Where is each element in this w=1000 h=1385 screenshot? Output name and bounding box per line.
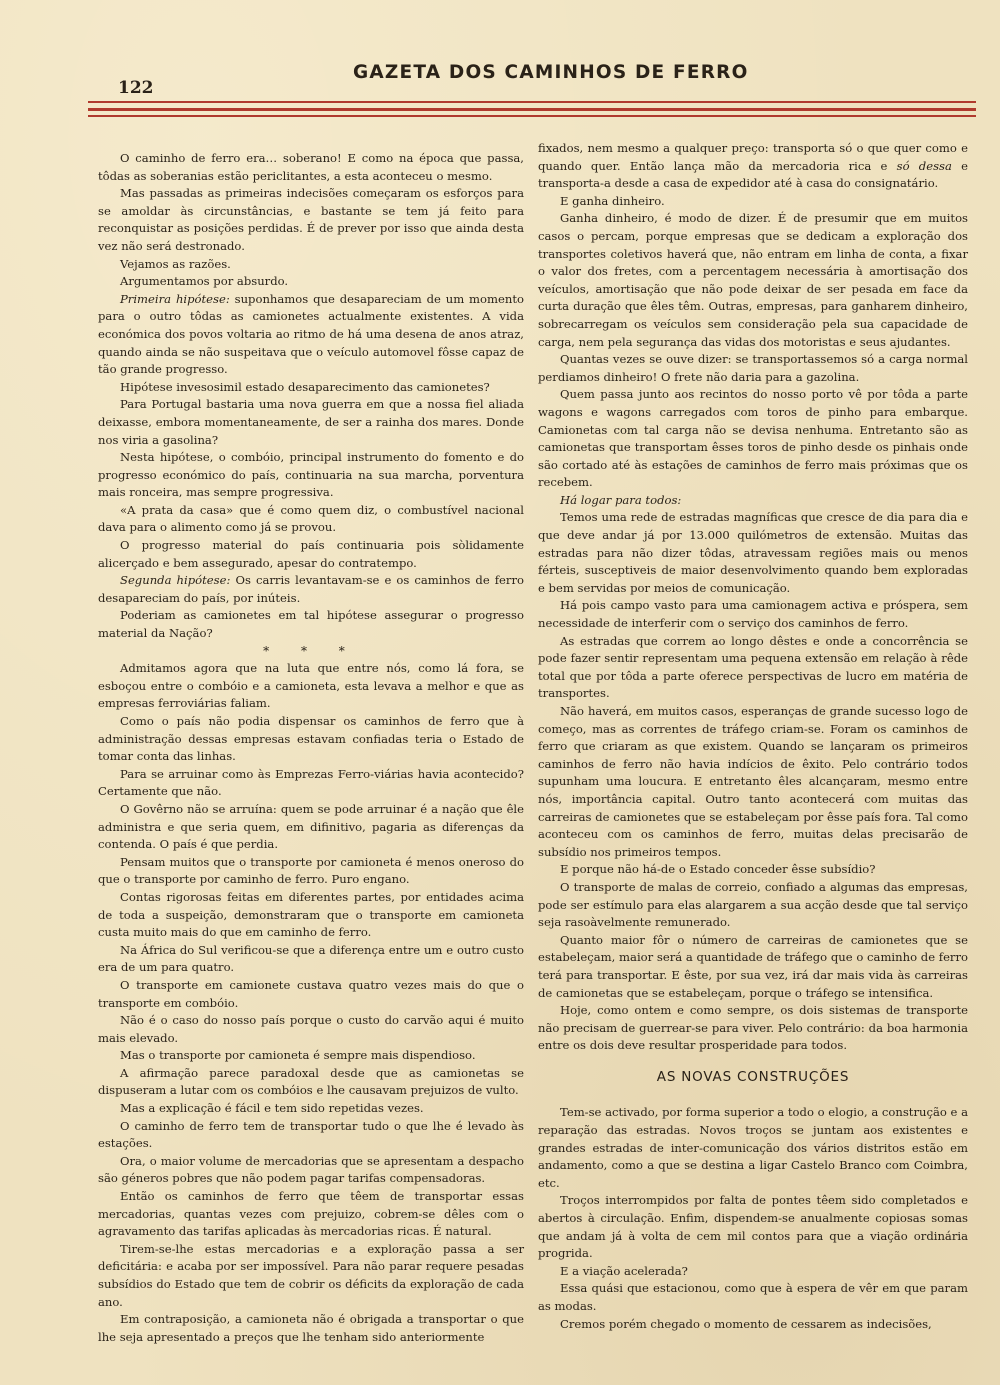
primeira-hipotese-label: Primeira hipótese: xyxy=(120,291,230,306)
paragraph: Tirem-se-lhe estas mercadorias e a exploração passa a ser deficitária: e acaba por ser impossível. Para não parar requere pesadas subsídios do Estado que tem de cobrir os déficits da exploração de cada ano. xyxy=(98,1241,524,1309)
paragraph: A afirmação parece paradoxal desde que as camionetas se dispuseram a lutar com os combóios e lhe causavam prejuizos de vulto. xyxy=(98,1065,524,1098)
page-header xyxy=(88,56,988,126)
paragraph: Hipótese invesosimil estado desaparecimento das camionetes? xyxy=(120,379,490,394)
emphasis-text: só dessa xyxy=(896,158,952,173)
paragraph: Troços interrompidos por falta de pontes têem sido completados e abertos à circulação. Enfim, dispendem-se anualmente copiosas somas que andam já à volta de cem mil contos para que a viação ordinária progrida. xyxy=(538,1193,968,1261)
paragraph: Admitamos agora que na luta que entre nós, como lá fora, se esboçou entre o combóio e a camioneta, esta levava a melhor e que as empresas ferroviárias faliam. xyxy=(98,661,524,711)
paragraph: O caminho de ferro era… soberano! E como na época que passa, tôdas as soberanias estão periclitantes, a esta aconteceu o mesmo. xyxy=(98,151,524,183)
paragraph: Mas passadas as primeiras indecisões começaram os esforços para se amoldar às circunstâncias, e bastante se tem já feito para reconquistar as posições perdidas. É de prever por isso que ainda desta vez não será destronado. xyxy=(98,186,524,253)
paragraph: Tem-se activado, por forma superior a todo o elogio, a construção e a reparação das estradas. Novos troços se juntam aos existentes e grandes estradas de inter-comunicação dos vários distritos estão em andamento, como a que se destina a ligar Castelo Branco com Coimbra, etc. xyxy=(538,1105,968,1190)
paragraph: Pensam muitos que o transporte por camioneta é menos oneroso do que o transporte por caminho de ferro. Puro engano. xyxy=(98,854,524,887)
header-rule-top xyxy=(88,101,976,103)
paragraph: Vejamos as razões. xyxy=(120,256,231,271)
left-column xyxy=(98,150,524,1346)
paragraph: Para se arruinar como às Emprezas Ferro-viárias havia acontecido? Certamente que não. xyxy=(98,766,524,799)
paragraph: Mas o transporte por camioneta é sempre mais dispendioso. xyxy=(120,1048,476,1063)
paragraph: Então os caminhos de ferro que têem de transportar essas mercadorias, quantas vezes com prejuizo, cobrem-se dêles com o agravamento das tarifas aplicadas às mercadorias ricas. É natural. xyxy=(98,1189,524,1239)
header-rule-bottom xyxy=(88,115,976,117)
paragraph-text: suponhamos que desapareciam de um momento para o outro tôdas as camionetes actualmente existentes. A vida económica dos povos voltaria ao ritmo de há uma desena de anos atraz, quando ainda se não suspeitava que o veículo automovel fôsse capaz de tão grande progresso. xyxy=(98,291,524,377)
segunda-hipotese-label: Segunda hipótese: xyxy=(120,573,231,588)
paragraph: As estradas que correm ao longo dêstes e onde a concorrência se pode fazer sentir representam uma pequena extensão em relação à rêde total que por tôda a parte oferece perspectivas de lucro em matéria de transportes. xyxy=(538,633,968,701)
paragraph: Essa quási que estacionou, como que à espera de vêr em que param as modas. xyxy=(538,1281,968,1313)
paragraph: E a viação acelerada? xyxy=(560,1263,688,1278)
paragraph-text: fixados, nem mesmo a qualquer preço: transporta só o que quer como e quando quer. Então lança mão da mercadoria rica e xyxy=(538,141,968,173)
journal-title: GAZETA DOS CAMINHOS DE FERRO xyxy=(353,62,749,83)
section-title: AS NOVAS CONSTRUÇÕES xyxy=(656,1068,850,1085)
paragraph: Não é o caso do nosso país porque o custo do carvão aqui é muito mais elevado. xyxy=(98,1013,524,1045)
paragraph-text: Os carris levantavam-se e os caminhos de ferro desapareciam do país, por inúteis. xyxy=(98,573,524,605)
paragraph: E porque não há-de o Estado conceder êsse subsídio? xyxy=(560,862,876,877)
paragraph: Hoje, como ontem e como sempre, os dois sistemas de transporte não precisam de guerrear-se para viver. Pelo contrário: da boa harmonia entre os dois deve resultar prosperidade para todos. xyxy=(538,1003,968,1053)
paragraph: Para Portugal bastaria uma nova guerra em que a nossa fiel aliada deixasse, embora momentaneamente, de ser a rainha dos mares. Donde nos viria a gasolina? xyxy=(98,397,524,447)
paragraph: O Govêrno não se arruína: quem se pode arruinar é a nação que êle administra e que seria quem, em difinitivo, pagaria as diferenças da contenda. O país é que perdia. xyxy=(98,801,524,852)
header-rule-middle xyxy=(88,108,976,111)
paragraph: Na África do Sul verificou-se que a diferença entre um e outro custo era de um para quatro. xyxy=(98,942,524,975)
paragraph: Ganha dinheiro, é modo de dizer. É de presumir que em muitos casos o percam, porque empresas que se dedicam a exploração dos transportes coletivos haverá que, não entram em linha de conta, a fixar o valor dos fretes, com a percentagem necessária à amortisação dos veículos, amortisação que não pode deixar de ser pesada em face da curta duração que êles têm. Outras, empresas, para ganharem dinheiro, sobrecarregam os veículos sem consideração pela sua capacidade de carga, nem pela segurança das vidas dos motoristas e seus ajudantes. xyxy=(538,211,968,349)
paragraph-text: e transporta-a desde a casa de expedidor até à casa do consignatário. xyxy=(538,158,969,191)
paragraph: O caminho de ferro tem de transportar tudo o que lhe é levado às estações. xyxy=(98,1118,524,1151)
paragraph: Quantas vezes se ouve dizer: se transportassemos só a carga normal perdiamos dinheiro! O frete não daria para a gazolina. xyxy=(538,352,968,384)
paragraph-continued xyxy=(538,140,968,193)
paragraph: Temos uma rede de estradas magníficas que cresce de dia para dia e que deve andar já por 13.000 quilómetros de extensão. Muitas das estradas para não dizer tôdas, atravessam regiões mais ou menos férteis, susceptiveis de maior desenvolvimento quando bem exploradas e bem servidas por meios de comunicação. xyxy=(538,510,968,595)
paragraph: Nesta hipótese, o combóio, principal instrumento do fomento e do progresso económico do país, continuaria na sua marcha, porventura mais ronceira, mas sempre progressiva. xyxy=(98,450,524,500)
paragraph-segunda-hipotese xyxy=(98,572,524,607)
paragraph: Como o país não podia dispensar os caminhos de ferro que à administração dessas empresas estavam confiadas teria o Estado de tomar conta das linhas. xyxy=(98,714,524,764)
subheading-ha-logar: Há logar para todos: xyxy=(560,492,682,507)
paragraph: Em contraposição, a camioneta não é obrigada a transportar o que lhe seja apresentado a preços que lhe tenham sido anteriormente xyxy=(98,1312,524,1344)
paragraph: «A prata da casa» que é como quem diz, o combustível nacional dava para o alimento como já se provou. xyxy=(98,502,524,535)
paragraph: E ganha dinheiro. xyxy=(560,193,665,208)
paragraph: Quem passa junto aos recintos do nosso porto vê por tôda a parte wagons e wagons carregados com toros de pinho para embarque. Camionetas com tal carga não se devisa nenhuma. Entretanto são as camionetas que transportam êsses toros de pinho desde os pinhais onde são cortado até às estações de caminhos de ferro mais próximas que os recebem. xyxy=(538,387,968,490)
paragraph: Poderiam as camionetes em tal hipótese assegurar o progresso material da Nação? xyxy=(98,608,524,641)
paragraph: Mas a explicação é fácil e tem sido repetidas vezes. xyxy=(120,1101,424,1116)
right-column xyxy=(538,140,968,1333)
paragraph: Há pois campo vasto para uma camionagem activa e próspera, sem necessidade de interferir com o serviço dos caminhos de ferro. xyxy=(538,598,968,631)
paragraph: Quanto maior fôr o número de carreiras de camionetes que se estabeleçam, maior será a quantidade de tráfego que o caminho de ferro terá para transportar. E êste, por sua vez, irá dar mais vida às carreiras de camionetas que se estabeleçam, porque o tráfego se intensifica. xyxy=(538,932,968,1000)
paragraph: O transporte em camionete custava quatro vezes mais do que o transporte em combóio. xyxy=(98,977,524,1010)
paragraph: O progresso material do país continuaria pois sòlidamente alicerçado e bem assegurado, apesar do contratempo. xyxy=(98,538,524,570)
paragraph: Argumentamos por absurdo. xyxy=(120,274,289,289)
paragraph: Contas rigorosas feitas em diferentes partes, por entidades acima de toda a suspeição, demonstraram que o transporte em camioneta custa muito mais do que em caminho de ferro. xyxy=(98,889,524,940)
paragraph: O transporte de malas de correio, confiado a algumas das empresas, pode ser estímulo para elas alargarem a sua acção desde que tal serviço seja rasoàvelmente remunerado. xyxy=(538,879,968,930)
paragraph-primeira-hipotese xyxy=(98,291,524,379)
page-number: 122 xyxy=(118,78,154,98)
section-separator: * * * xyxy=(263,643,359,658)
paragraph: Cremos porém chegado o momento de cessarem as indecisões, xyxy=(560,1316,932,1331)
paragraph: Não haverá, em muitos casos, esperanças de grande sucesso logo de começo, mas as correntes de tráfego criam-se. Foram os caminhos de ferro que criaram as que existem. Quando se lançaram os primeiros caminhos de ferro não havia indícios de êxito. Pelo contrário todos supunham uma loucura. E entretanto êles alcançaram, mesmo entre nós, importância capital. Outro tanto acontecerá com muitas das carreiras de camionetes que se estabeleçam por êsse país fora. Tal como aconteceu com os caminhos de ferro, muitas delas precisarão de subsídio nos primeiros tempos. xyxy=(538,704,968,859)
paragraph: Ora, o maior volume de mercadorias que se apresentam a despacho são géneros pobres que não podem pagar tarifas compensadoras. xyxy=(98,1153,524,1186)
